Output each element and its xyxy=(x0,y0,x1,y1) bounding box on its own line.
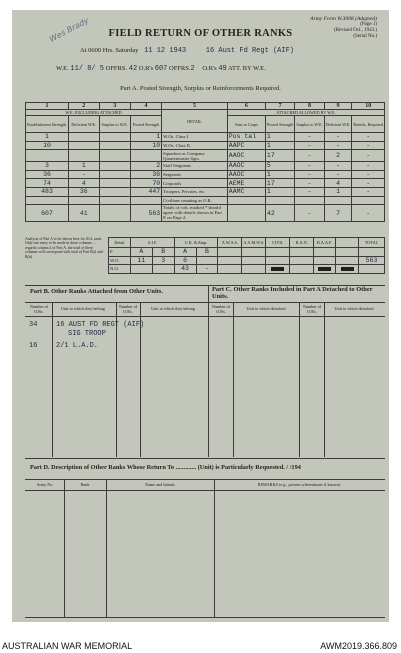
return-date: 11 12 1943 xyxy=(144,47,187,55)
analysis-row: P A B A B xyxy=(109,248,385,257)
analysis-row: W.O. 11 3 6 563 xyxy=(109,256,385,265)
column-numbers: 1 2 3 4 5 6 7 8 9 10 xyxy=(26,103,385,110)
table-row: Squadron or Company Quartermaster Sgts. AAOC 17 - 2 - xyxy=(26,150,385,162)
archive-caption: AUSTRALIAN WAR MEMORIAL xyxy=(2,641,133,651)
table-row: 1 1 W.Os. Class I. Pos tal 1 - - - xyxy=(26,133,385,142)
table-row: 74 4 70 Corporals AEME 17 - 4 - xyxy=(26,179,385,188)
form-title: FIELD RETURN OF OTHER RANKS xyxy=(108,28,293,39)
part-b-number: 16 xyxy=(29,342,38,350)
unit-name: 16 Aust Fd Regt (AIF) xyxy=(205,47,294,55)
form-reference: Army Form W.3008 (Adapted) (Page 1) (Revised Oct., 1943.) (Serial No.) xyxy=(310,16,377,39)
header-date-line: At 0600 Hrs. Saturday 11 12 1943 16 Aust Fd Regt (AIF) xyxy=(80,47,294,55)
totals-row: 607 41 563 Totals of cols. marked * should agree with details shown in Part E on Page 2. 42 - 7 - xyxy=(26,205,385,222)
part-b-number: 34 xyxy=(29,321,38,329)
field-return-form: Army Form W.3008 (Adapted) (Page 1) (Revised Oct., 1943.) (Serial No.) FIELD RETURN OF OTHER RANKS Wes Brady At 0600 Hrs. Saturday 11 12 1943 16 Aust Fd Regt (AIF) W.E. 11/ 8/ 5 OFFRS. 42 O.R's 607 OFFRS.2 O.R's 49 ATT. BY W.E. Part A. Posted Strength, Surplus or Reinforcements Required. 1 2 3 4 5 6 7 8 9 10 W.E. EXCLUDING ATTACHED DETAIL ATTACHED ALLOWED BY W.E. Establishment Strength. Deficient W.E. Surplus to W.E. Posted Strength Arm or Corps Posted Strength Surplus to W.E. Deficient W.E. Reinfts. Required 1 1 W.Os. Class I. Pos tal 1 - - - 10 10 W.Os. Class II. AAPC 1 - - - Squadron or Company Quartermaster Sgts. AAOC 17 - 2 - 3 1 2 Staff Sergeants AAOC 5 - - - 36 - 36 Sergeants AAOC 1 - - - 74 4 70 Corporals AEME 17 - 4 - 483 36 447 Troopers, Privates, etc. AAMC 1 - 1 - Civilians counting as O.R. 607 41 563 Totals of cols. marked * should agree with details shown in Part E on Page 2. 42 - 7 - Analysis of Part A to be shown here for ALL units. Only one entry to be made in these columns ... regards column 4 of Part A, the total of these columns will correspond with total of Part B(i) and B(ii). Detail A.I.F. U.K. & Emp. A.W.A.S. A.A.M.W.S. CIVIL R.A.N. R.A.A.F. TOTAL P A B A B W.O. 11 3 6 563 N.O. 43 - Part B. Other Ranks Attached from Other Units. Part C. Other Ranks Included in Part A Detached to Other Units. Number of O.Rs. Unit to which they belong Number of O.Rs. Unit to which they belong Number of O.Rs. Unit to which detached Number of O.Rs. Unit to which detached 34 16 AUST FD REGT (AIF) SIG TROOP 16 2/1 L.A.D. Part D. Description of Other Ranks Whose Return To ............. (Unit) is Particularly Requested. / /194 Army No. Rank Name and Initials REMARKS (e.g., present whereabouts if known) xyxy=(12,10,389,622)
part-b-title: Part B. Other Ranks Attached from Other Units. xyxy=(30,288,163,295)
part-b-unit: 2/1 L.A.D. xyxy=(56,342,99,350)
part-a-table xyxy=(25,102,385,222)
part-c-title: Part C. Other Ranks Included in Part A Detached to Other Units. xyxy=(212,286,373,301)
redaction-block xyxy=(271,267,284,271)
part-b-c-header-bottom xyxy=(25,316,385,317)
part-b-unit: 16 AUST FD REGT (AIF) xyxy=(56,321,145,329)
column-header-row: Establishment Strength. Deficient W.E. Surplus to W.E. Posted Strength Arm or Corps Posted Strength Surplus to W.E. Deficient W.E. Reinfts. Required xyxy=(26,116,385,133)
table-row: 483 36 447 Troopers, Privates, etc. AAMC 1 - 1 - xyxy=(26,187,385,196)
table-row: 10 10 W.Os. Class II. AAPC 1 - - - xyxy=(26,141,385,150)
redaction-block xyxy=(341,267,354,271)
table-row: 3 1 2 Staff Sergeants AAOC 5 - - - xyxy=(26,162,385,171)
archive-reference: AWM2019.366.809 xyxy=(320,641,397,651)
redaction-block xyxy=(318,267,331,271)
table-row: Civilians counting as O.R. xyxy=(26,196,385,205)
part-b-unit-line2: SIG TROOP xyxy=(68,330,106,338)
group-header-row: W.E. EXCLUDING ATTACHED DETAIL ATTACHED ALLOWED BY W.E. xyxy=(26,110,385,116)
pencil-annotation: Wes Brady xyxy=(48,15,91,44)
part-b-c-header-top xyxy=(25,302,385,303)
header-strength-line: W.E. 11/ 8/ 5 OFFRS. 42 O.R's 607 OFFRS.2 O.R's 49 ATT. BY W.E. xyxy=(56,65,266,73)
analysis-header-row: Detail A.I.F. U.K. & Emp. A.W.A.S. A.A.M.W.S. CIVIL R.A.N. R.A.A.F. TOTAL xyxy=(109,238,385,248)
analysis-table xyxy=(108,237,385,274)
part-d-title: Part D. Description of Other Ranks Whose Return To ............. (Unit) is Particularly Requested. / /194 xyxy=(30,464,301,471)
part-a-title: Part A. Posted Strength, Surplus or Reinforcements Required. xyxy=(120,85,281,92)
analysis-row: N.O. 43 - xyxy=(109,265,385,274)
table-row: 36 - 36 Sergeants AAOC 1 - - - xyxy=(26,170,385,179)
analysis-note: Analysis of Part A to be shown here for ALL units. Only one entry to be made in these columns ... regards column 4 of Part A, the total of these columns will correspond with total of Part B(i) and B(ii). xyxy=(25,237,103,259)
part-d-divider xyxy=(25,458,385,459)
